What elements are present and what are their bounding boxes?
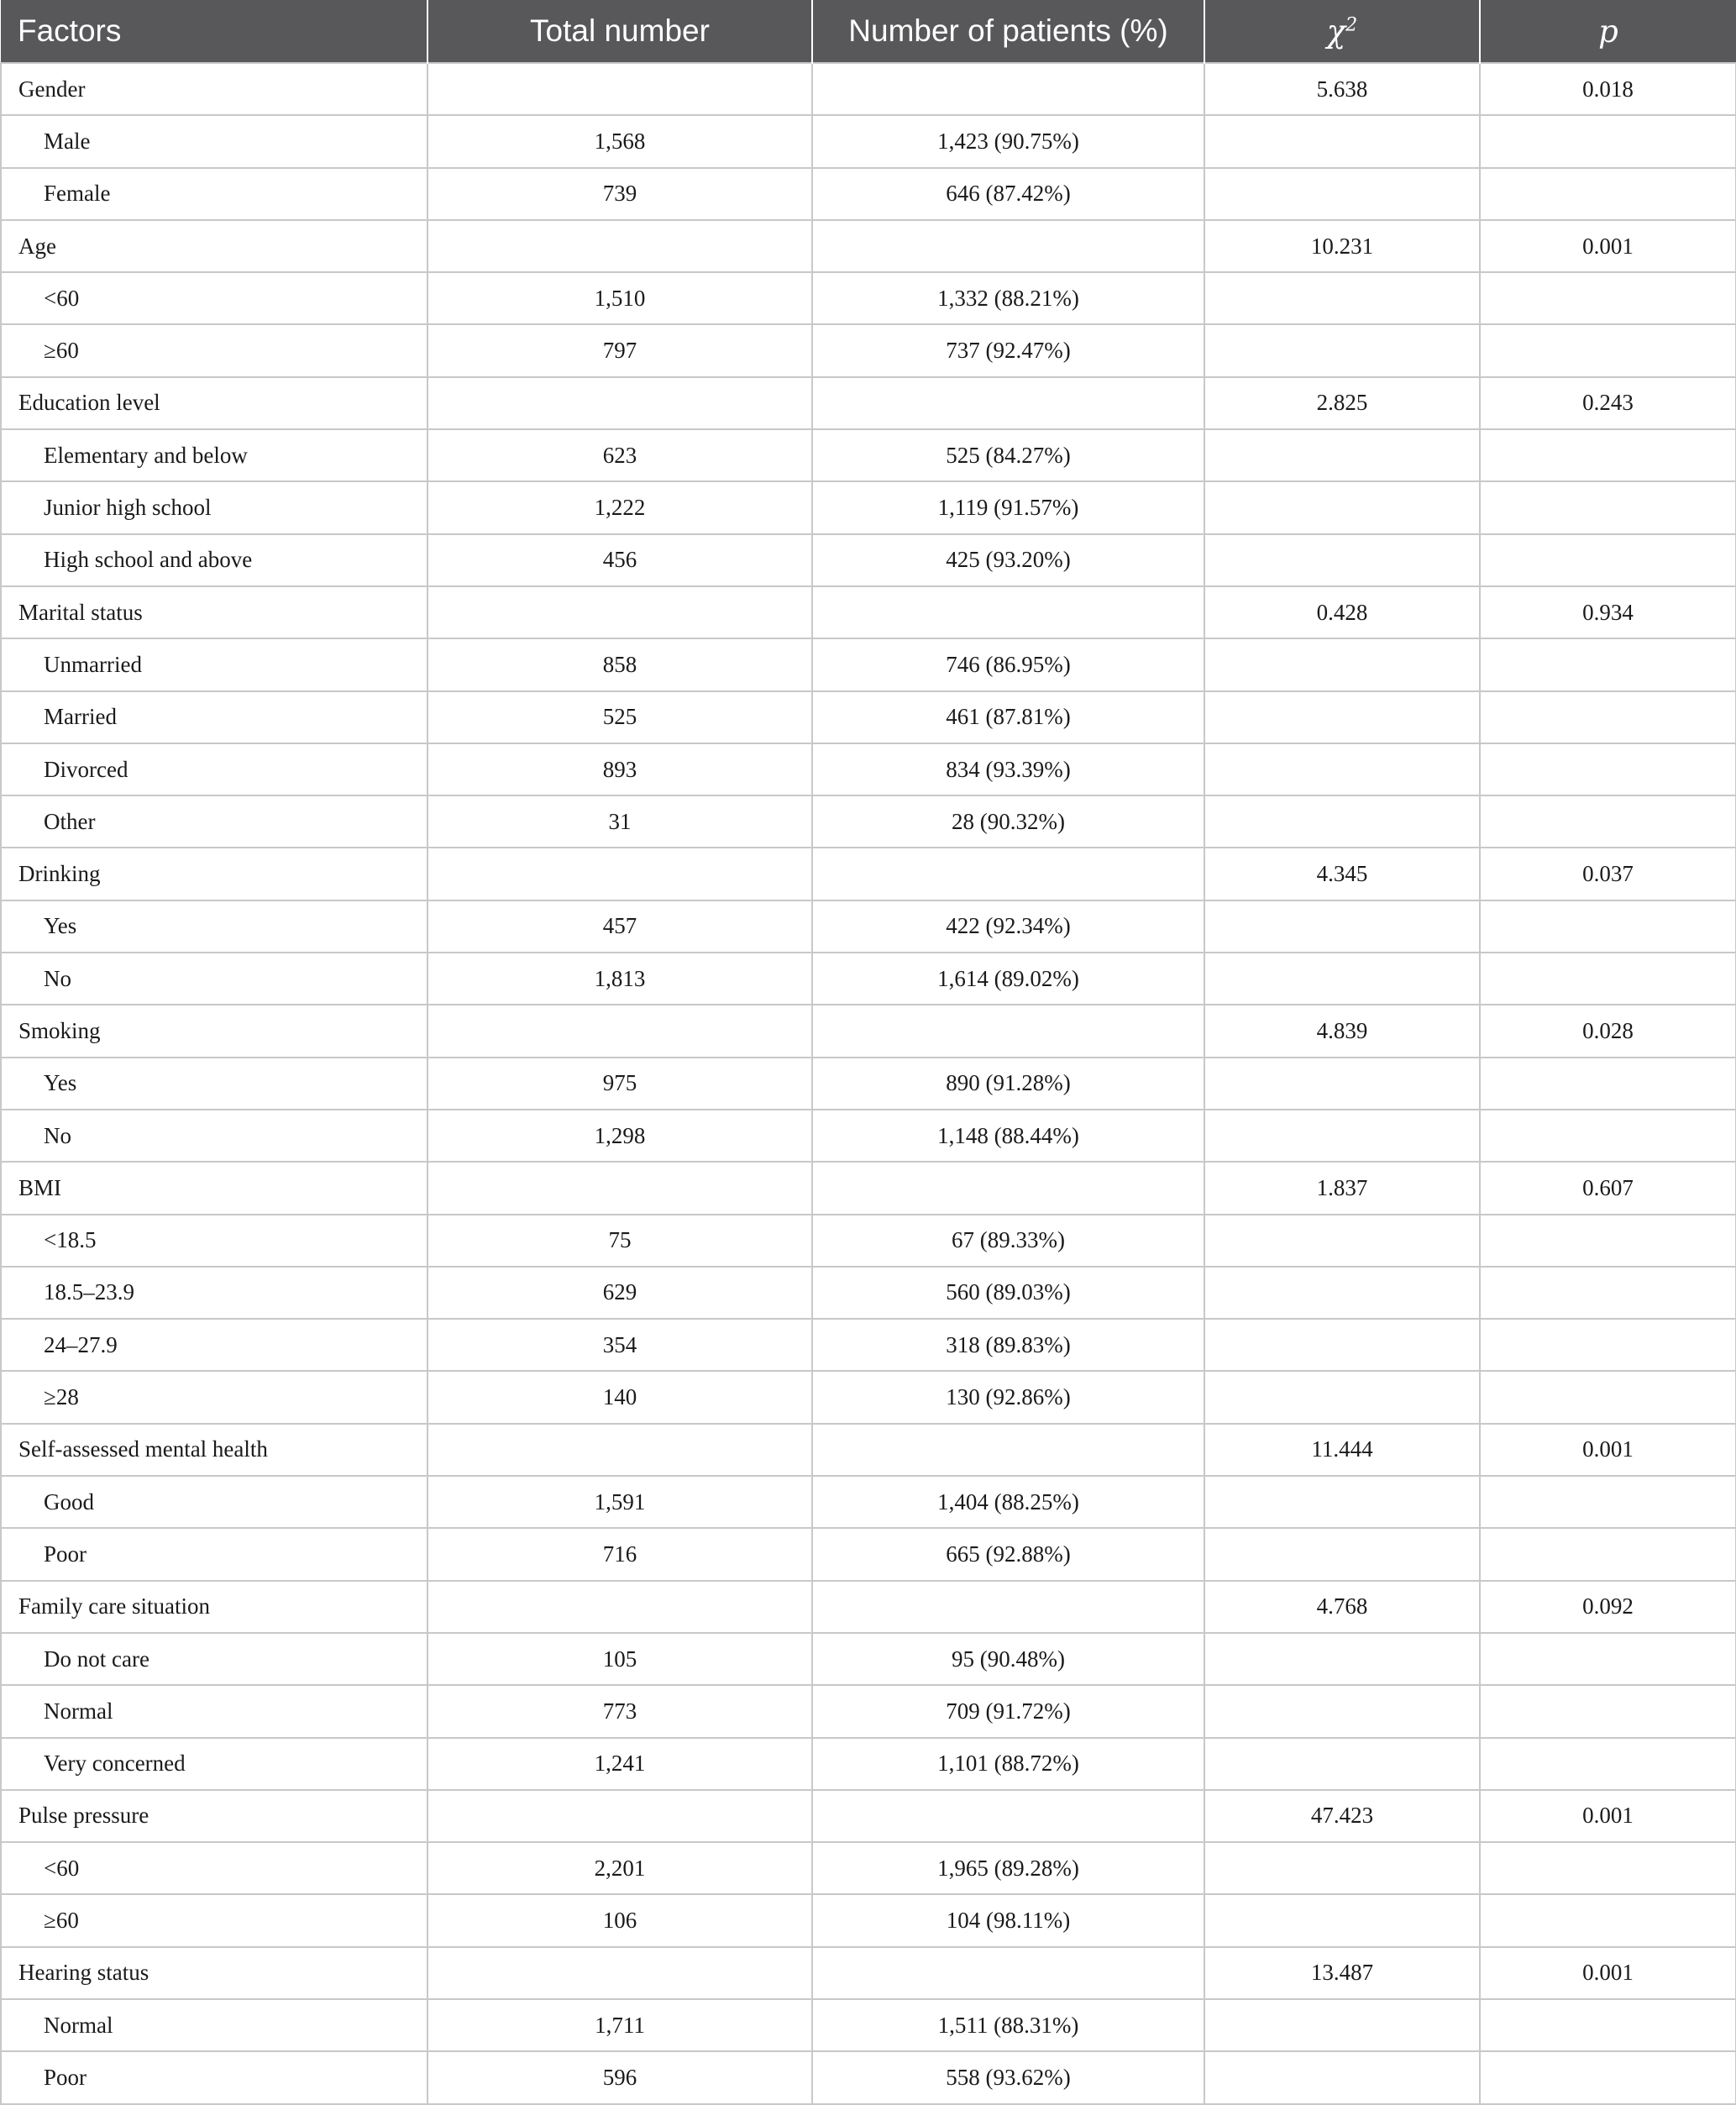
- cell-total-number: 975: [427, 1058, 812, 1110]
- cell-chi-square: [1204, 1738, 1480, 1790]
- cell-factor: Female: [1, 168, 427, 220]
- table-row: [1, 168, 1736, 220]
- table-row-group: [1, 1162, 1736, 1214]
- cell-p-value: [1480, 1738, 1736, 1790]
- cell-number-of-patients: 425 (93.20%): [812, 534, 1204, 586]
- cell-number-of-patients: [812, 586, 1204, 638]
- cell-p-value: 0.001: [1480, 1424, 1736, 1476]
- cell-total-number: 1,711: [427, 1999, 812, 2051]
- cell-chi-square: [1204, 115, 1480, 167]
- cell-number-of-patients: 1,148 (88.44%): [812, 1110, 1204, 1162]
- cell-total-number: 797: [427, 324, 812, 376]
- table-row-group: [1, 1947, 1736, 1999]
- table-header: [1, 0, 1736, 63]
- cell-p-value: 0.243: [1480, 377, 1736, 429]
- cell-chi-square: [1204, 481, 1480, 533]
- cell-p-value: 0.092: [1480, 1581, 1736, 1633]
- table-row: [1, 1738, 1736, 1790]
- table-row: [1, 1267, 1736, 1319]
- table-row: [1, 953, 1736, 1005]
- cell-p-value: [1480, 1999, 1736, 2051]
- cell-factor: Marital status: [1, 586, 427, 638]
- table-row: [1, 691, 1736, 743]
- cell-number-of-patients: 1,511 (88.31%): [812, 1999, 1204, 2051]
- cell-chi-square: [1204, 1058, 1480, 1110]
- cell-p-value: [1480, 1371, 1736, 1423]
- cell-total-number: 75: [427, 1215, 812, 1267]
- cell-number-of-patients: 646 (87.42%): [812, 168, 1204, 220]
- cell-number-of-patients: 28 (90.32%): [812, 795, 1204, 848]
- cell-number-of-patients: 525 (84.27%): [812, 429, 1204, 481]
- cell-chi-square: [1204, 953, 1480, 1005]
- cell-number-of-patients: 104 (98.11%): [812, 1894, 1204, 1946]
- table-row-group: [1, 63, 1736, 115]
- table-row: [1, 1685, 1736, 1737]
- header-number-of-patients: Number of patients (%): [812, 0, 1204, 63]
- cell-factor: Divorced: [1, 743, 427, 795]
- cell-chi-square: [1204, 638, 1480, 690]
- cell-number-of-patients: 737 (92.47%): [812, 324, 1204, 376]
- cell-chi-square: 4.839: [1204, 1005, 1480, 1057]
- cell-factor: Self-assessed mental health: [1, 1424, 427, 1476]
- cell-p-value: [1480, 324, 1736, 376]
- cell-total-number: [427, 848, 812, 900]
- cell-total-number: 629: [427, 1267, 812, 1319]
- table-row: [1, 1999, 1736, 2051]
- cell-factor: ≥28: [1, 1371, 427, 1423]
- cell-p-value: [1480, 691, 1736, 743]
- cell-number-of-patients: 461 (87.81%): [812, 691, 1204, 743]
- cell-p-value: [1480, 429, 1736, 481]
- cell-number-of-patients: 130 (92.86%): [812, 1371, 1204, 1423]
- cell-p-value: [1480, 900, 1736, 953]
- cell-number-of-patients: [812, 377, 1204, 429]
- cell-total-number: 525: [427, 691, 812, 743]
- cell-total-number: [427, 1424, 812, 1476]
- cell-number-of-patients: 560 (89.03%): [812, 1267, 1204, 1319]
- cell-number-of-patients: [812, 1005, 1204, 1057]
- cell-p-value: [1480, 795, 1736, 848]
- cell-total-number: 354: [427, 1319, 812, 1371]
- table-row-group: [1, 1005, 1736, 1057]
- cell-chi-square: 4.768: [1204, 1581, 1480, 1633]
- cell-factor: Smoking: [1, 1005, 427, 1057]
- header-total-number: Total number: [427, 0, 812, 63]
- cell-chi-square: [1204, 1842, 1480, 1894]
- cell-p-value: [1480, 481, 1736, 533]
- table-row: [1, 429, 1736, 481]
- cell-number-of-patients: [812, 1790, 1204, 1842]
- table-row: [1, 1319, 1736, 1371]
- cell-total-number: [427, 1790, 812, 1842]
- cell-p-value: [1480, 953, 1736, 1005]
- cell-total-number: [427, 586, 812, 638]
- cell-chi-square: [1204, 429, 1480, 481]
- cell-total-number: 1,591: [427, 1476, 812, 1528]
- cell-chi-square: [1204, 2051, 1480, 2103]
- cell-chi-square: [1204, 795, 1480, 848]
- cell-p-value: [1480, 1319, 1736, 1371]
- cell-chi-square: [1204, 1894, 1480, 1946]
- cell-number-of-patients: 1,423 (90.75%): [812, 115, 1204, 167]
- cell-total-number: 858: [427, 638, 812, 690]
- cell-chi-square: [1204, 168, 1480, 220]
- cell-total-number: 1,510: [427, 272, 812, 324]
- header-row: [1, 0, 1736, 63]
- cell-p-value: 0.037: [1480, 848, 1736, 900]
- table-row: [1, 1110, 1736, 1162]
- cell-total-number: 105: [427, 1633, 812, 1685]
- cell-factor: Normal: [1, 1999, 427, 2051]
- cell-chi-square: [1204, 1267, 1480, 1319]
- table-row: [1, 638, 1736, 690]
- cell-chi-square: [1204, 1215, 1480, 1267]
- header-factors: Factors: [1, 0, 427, 63]
- cell-chi-square: [1204, 324, 1480, 376]
- cell-number-of-patients: [812, 63, 1204, 115]
- cell-p-value: [1480, 1476, 1736, 1528]
- cell-number-of-patients: 890 (91.28%): [812, 1058, 1204, 1110]
- table-row-group: [1, 1424, 1736, 1476]
- cell-factor: Elementary and below: [1, 429, 427, 481]
- cell-p-value: [1480, 1058, 1736, 1110]
- cell-chi-square: [1204, 534, 1480, 586]
- header-p-value: p: [1480, 0, 1736, 63]
- cell-p-value: [1480, 1894, 1736, 1946]
- cell-factor: 24–27.9: [1, 1319, 427, 1371]
- table-row: [1, 2051, 1736, 2103]
- cell-chi-square: 5.638: [1204, 63, 1480, 115]
- cell-total-number: 623: [427, 429, 812, 481]
- cell-total-number: 716: [427, 1528, 812, 1580]
- cell-factor: Married: [1, 691, 427, 743]
- cell-total-number: 773: [427, 1685, 812, 1737]
- cell-factor: Do not care: [1, 1633, 427, 1685]
- cell-chi-square: 4.345: [1204, 848, 1480, 900]
- cell-factor: Junior high school: [1, 481, 427, 533]
- table-row: [1, 1842, 1736, 1894]
- cell-total-number: 140: [427, 1371, 812, 1423]
- cell-number-of-patients: 1,965 (89.28%): [812, 1842, 1204, 1894]
- cell-chi-square: [1204, 1999, 1480, 2051]
- cell-factor: Hearing status: [1, 1947, 427, 1999]
- cell-chi-square: 2.825: [1204, 377, 1480, 429]
- cell-factor: Pulse pressure: [1, 1790, 427, 1842]
- cell-factor: Other: [1, 795, 427, 848]
- cell-factor: 18.5–23.9: [1, 1267, 427, 1319]
- cell-p-value: [1480, 638, 1736, 690]
- cell-chi-square: [1204, 1319, 1480, 1371]
- table-row: [1, 481, 1736, 533]
- table-row-group: [1, 586, 1736, 638]
- table-row: [1, 1058, 1736, 1110]
- cell-factor: Poor: [1, 1528, 427, 1580]
- table-row: [1, 795, 1736, 848]
- cell-total-number: 457: [427, 900, 812, 953]
- cell-factor: Good: [1, 1476, 427, 1528]
- cell-factor: Gender: [1, 63, 427, 115]
- cell-factor: Education level: [1, 377, 427, 429]
- cell-number-of-patients: [812, 848, 1204, 900]
- chi-symbol: χ: [1326, 13, 1346, 50]
- cell-total-number: 2,201: [427, 1842, 812, 1894]
- table-row: [1, 743, 1736, 795]
- cell-p-value: [1480, 1633, 1736, 1685]
- cell-total-number: 893: [427, 743, 812, 795]
- cell-factor: Family care situation: [1, 1581, 427, 1633]
- cell-total-number: 1,241: [427, 1738, 812, 1790]
- cell-chi-square: [1204, 691, 1480, 743]
- cell-number-of-patients: 1,614 (89.02%): [812, 953, 1204, 1005]
- table-body: [1, 63, 1736, 2104]
- cell-p-value: [1480, 1110, 1736, 1162]
- table-row: [1, 1215, 1736, 1267]
- cell-number-of-patients: 318 (89.83%): [812, 1319, 1204, 1371]
- cell-chi-square: 13.487: [1204, 1947, 1480, 1999]
- cell-chi-square: 11.444: [1204, 1424, 1480, 1476]
- cell-number-of-patients: 1,332 (88.21%): [812, 272, 1204, 324]
- cell-p-value: [1480, 743, 1736, 795]
- cell-factor: Very concerned: [1, 1738, 427, 1790]
- cell-total-number: [427, 377, 812, 429]
- cell-number-of-patients: 665 (92.88%): [812, 1528, 1204, 1580]
- table-row-group: [1, 848, 1736, 900]
- cell-total-number: 739: [427, 168, 812, 220]
- cell-factor: Yes: [1, 1058, 427, 1110]
- cell-total-number: 1,222: [427, 481, 812, 533]
- cell-number-of-patients: 95 (90.48%): [812, 1633, 1204, 1685]
- cell-factor: Unmarried: [1, 638, 427, 690]
- cell-chi-square: 10.231: [1204, 220, 1480, 272]
- cell-number-of-patients: 834 (93.39%): [812, 743, 1204, 795]
- table-row: [1, 1894, 1736, 1946]
- cell-chi-square: [1204, 1371, 1480, 1423]
- cell-p-value: [1480, 2051, 1736, 2103]
- cell-total-number: [427, 1947, 812, 1999]
- cell-p-value: [1480, 1215, 1736, 1267]
- cell-number-of-patients: 1,119 (91.57%): [812, 481, 1204, 533]
- cell-number-of-patients: [812, 1424, 1204, 1476]
- header-chi-square: [1204, 0, 1480, 63]
- cell-factor: <60: [1, 1842, 427, 1894]
- cell-p-value: 0.001: [1480, 220, 1736, 272]
- cell-factor: Male: [1, 115, 427, 167]
- table-row: [1, 900, 1736, 953]
- cell-p-value: [1480, 168, 1736, 220]
- cell-p-value: [1480, 1842, 1736, 1894]
- table-row: [1, 115, 1736, 167]
- cell-p-value: [1480, 1685, 1736, 1737]
- cell-number-of-patients: 1,101 (88.72%): [812, 1738, 1204, 1790]
- table-row: [1, 1371, 1736, 1423]
- cell-factor: Poor: [1, 2051, 427, 2103]
- table-row: [1, 1633, 1736, 1685]
- cell-p-value: 0.018: [1480, 63, 1736, 115]
- table-row-group: [1, 220, 1736, 272]
- cell-number-of-patients: 1,404 (88.25%): [812, 1476, 1204, 1528]
- cell-total-number: 1,813: [427, 953, 812, 1005]
- cell-total-number: [427, 1162, 812, 1214]
- cell-total-number: 1,298: [427, 1110, 812, 1162]
- cell-chi-square: [1204, 1110, 1480, 1162]
- cell-p-value: 0.028: [1480, 1005, 1736, 1057]
- cell-factor: ≥60: [1, 1894, 427, 1946]
- cell-total-number: [427, 1581, 812, 1633]
- cell-total-number: 31: [427, 795, 812, 848]
- cell-p-value: [1480, 1267, 1736, 1319]
- cell-number-of-patients: 558 (93.62%): [812, 2051, 1204, 2103]
- cell-total-number: 456: [427, 534, 812, 586]
- cell-factor: High school and above: [1, 534, 427, 586]
- cell-chi-square: 0.428: [1204, 586, 1480, 638]
- cell-chi-square: [1204, 272, 1480, 324]
- table-row: [1, 534, 1736, 586]
- cell-factor: No: [1, 1110, 427, 1162]
- table-row: [1, 272, 1736, 324]
- cell-factor: Normal: [1, 1685, 427, 1737]
- cell-chi-square: 1.837: [1204, 1162, 1480, 1214]
- cell-factor: <18.5: [1, 1215, 427, 1267]
- table-row: [1, 1476, 1736, 1528]
- cell-p-value: 0.934: [1480, 586, 1736, 638]
- cell-number-of-patients: 746 (86.95%): [812, 638, 1204, 690]
- cell-factor: Age: [1, 220, 427, 272]
- cell-total-number: [427, 63, 812, 115]
- cell-factor: Drinking: [1, 848, 427, 900]
- cell-chi-square: [1204, 1528, 1480, 1580]
- cell-chi-square: [1204, 743, 1480, 795]
- cell-chi-square: 47.423: [1204, 1790, 1480, 1842]
- cell-total-number: [427, 1005, 812, 1057]
- cell-chi-square: [1204, 1633, 1480, 1685]
- cell-factor: ≥60: [1, 324, 427, 376]
- cell-total-number: 596: [427, 2051, 812, 2103]
- cell-p-value: 0.607: [1480, 1162, 1736, 1214]
- cell-total-number: 1,568: [427, 115, 812, 167]
- cell-p-value: [1480, 272, 1736, 324]
- table-row-group: [1, 377, 1736, 429]
- chi-superscript: 2: [1345, 13, 1358, 36]
- table-row: [1, 324, 1736, 376]
- cell-number-of-patients: [812, 220, 1204, 272]
- cell-number-of-patients: 67 (89.33%): [812, 1215, 1204, 1267]
- cell-chi-square: [1204, 1685, 1480, 1737]
- cell-factor: <60: [1, 272, 427, 324]
- cell-number-of-patients: [812, 1581, 1204, 1633]
- cell-total-number: 106: [427, 1894, 812, 1946]
- table-row-group: [1, 1581, 1736, 1633]
- cell-p-value: 0.001: [1480, 1790, 1736, 1842]
- cell-p-value: [1480, 534, 1736, 586]
- cell-factor: No: [1, 953, 427, 1005]
- cell-p-value: [1480, 115, 1736, 167]
- cell-number-of-patients: 709 (91.72%): [812, 1685, 1204, 1737]
- cell-p-value: [1480, 1528, 1736, 1580]
- cell-number-of-patients: [812, 1162, 1204, 1214]
- cell-p-value: 0.001: [1480, 1947, 1736, 1999]
- cell-chi-square: [1204, 1476, 1480, 1528]
- table-row-group: [1, 1790, 1736, 1842]
- cell-factor: Yes: [1, 900, 427, 953]
- cell-total-number: [427, 220, 812, 272]
- cell-number-of-patients: 422 (92.34%): [812, 900, 1204, 953]
- cell-factor: BMI: [1, 1162, 427, 1214]
- cell-number-of-patients: [812, 1947, 1204, 1999]
- table-row: [1, 1528, 1736, 1580]
- cell-chi-square: [1204, 900, 1480, 953]
